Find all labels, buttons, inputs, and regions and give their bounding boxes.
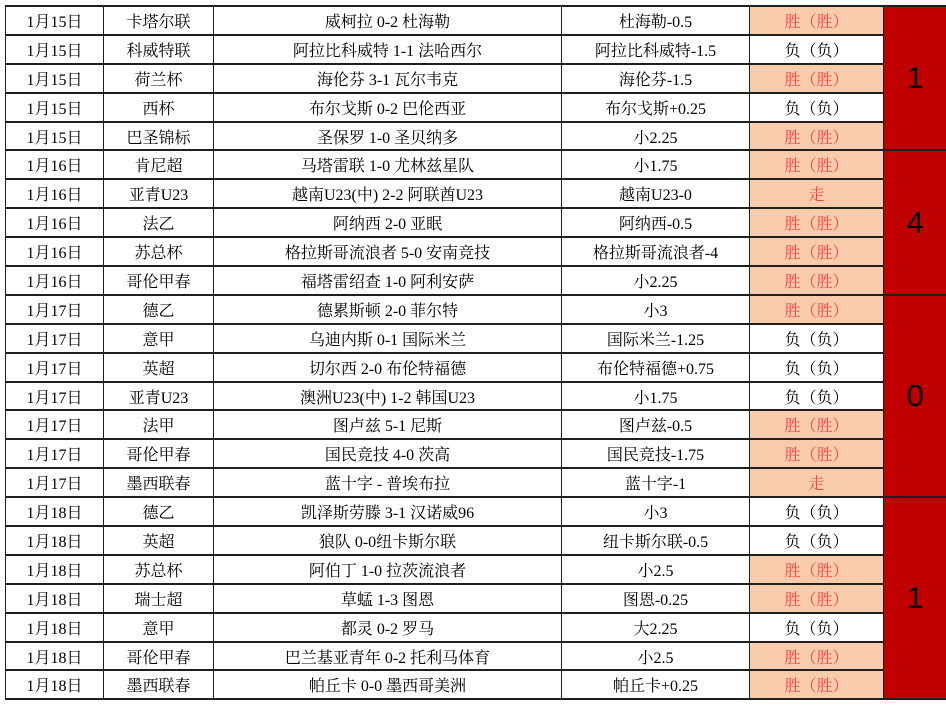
table-row xyxy=(6,295,946,324)
group-total-cell: 1 xyxy=(884,6,946,150)
date-cell: 1月16日 xyxy=(6,237,104,266)
handicap-cell: 阿纳西-0.5 xyxy=(562,208,750,237)
result-cell: 胜（胜） xyxy=(750,439,884,468)
result-cell: 负（负） xyxy=(750,526,884,555)
group-total-cell: 0 xyxy=(884,295,946,497)
league-cell: 哥伦甲春 xyxy=(104,642,214,671)
date-cell: 1月17日 xyxy=(6,382,104,411)
result-cell: 走 xyxy=(750,179,884,208)
group-total-cell: 1 xyxy=(884,497,946,699)
league-cell: 亚青U23 xyxy=(104,179,214,208)
match-cell: 都灵 0-2 罗马 xyxy=(214,613,562,642)
match-cell: 国民竞技 4-0 茨高 xyxy=(214,439,562,468)
date-cell: 1月18日 xyxy=(6,642,104,671)
date-cell: 1月18日 xyxy=(6,613,104,642)
results-table xyxy=(5,5,946,700)
league-cell: 哥伦甲春 xyxy=(104,266,214,295)
table-row xyxy=(6,64,946,93)
result-cell: 负（负） xyxy=(750,353,884,382)
league-cell: 科威特联 xyxy=(104,35,214,64)
result-cell: 胜（胜） xyxy=(750,122,884,151)
match-cell: 阿拉比科威特 1-1 法哈西尔 xyxy=(214,35,562,64)
match-cell: 乌迪内斯 0-1 国际米兰 xyxy=(214,324,562,353)
table-row xyxy=(6,584,946,613)
date-cell: 1月16日 xyxy=(6,266,104,295)
match-cell: 阿纳西 2-0 亚眠 xyxy=(214,208,562,237)
league-cell: 荷兰杯 xyxy=(104,64,214,93)
league-cell: 卡塔尔联 xyxy=(104,6,214,35)
handicap-cell: 国际米兰-1.25 xyxy=(562,324,750,353)
result-cell: 负（负） xyxy=(750,35,884,64)
league-cell: 哥伦甲春 xyxy=(104,439,214,468)
date-cell: 1月18日 xyxy=(6,497,104,526)
date-cell: 1月16日 xyxy=(6,208,104,237)
match-cell: 格拉斯哥流浪者 5-0 安南竞技 xyxy=(214,237,562,266)
group-total-cell: 4 xyxy=(884,150,946,294)
date-cell: 1月18日 xyxy=(6,670,104,699)
table-row xyxy=(6,122,946,151)
table-row xyxy=(6,497,946,526)
league-cell: 巴圣锦标 xyxy=(104,122,214,151)
table-row xyxy=(6,670,946,699)
table-row xyxy=(6,439,946,468)
handicap-cell: 小3 xyxy=(562,295,750,324)
table-row xyxy=(6,324,946,353)
table-row xyxy=(6,382,946,411)
match-cell: 布尔戈斯 0-2 巴伦西亚 xyxy=(214,93,562,122)
league-cell: 墨西联春 xyxy=(104,468,214,497)
handicap-cell: 图卢兹-0.5 xyxy=(562,410,750,439)
handicap-cell: 帕丘卡+0.25 xyxy=(562,670,750,699)
league-cell: 瑞士超 xyxy=(104,584,214,613)
table-row xyxy=(6,410,946,439)
table-row xyxy=(6,93,946,122)
table-row xyxy=(6,642,946,671)
table-row xyxy=(6,613,946,642)
handicap-cell: 格拉斯哥流浪者-4 xyxy=(562,237,750,266)
league-cell: 意甲 xyxy=(104,324,214,353)
date-cell: 1月15日 xyxy=(6,122,104,151)
date-cell: 1月15日 xyxy=(6,35,104,64)
results-table-body xyxy=(6,6,946,699)
handicap-cell: 小2.5 xyxy=(562,642,750,671)
date-cell: 1月18日 xyxy=(6,526,104,555)
date-cell: 1月15日 xyxy=(6,6,104,35)
league-cell: 法甲 xyxy=(104,410,214,439)
date-cell: 1月15日 xyxy=(6,64,104,93)
match-cell: 图卢兹 5-1 尼斯 xyxy=(214,410,562,439)
league-cell: 墨西联春 xyxy=(104,670,214,699)
league-cell: 意甲 xyxy=(104,613,214,642)
date-cell: 1月17日 xyxy=(6,468,104,497)
handicap-cell: 越南U23-0 xyxy=(562,179,750,208)
handicap-cell: 图恩-0.25 xyxy=(562,584,750,613)
date-cell: 1月18日 xyxy=(6,584,104,613)
result-cell: 胜（胜） xyxy=(750,584,884,613)
result-cell: 胜（胜） xyxy=(750,150,884,179)
result-cell: 走 xyxy=(750,468,884,497)
table-row xyxy=(6,179,946,208)
league-cell: 德乙 xyxy=(104,295,214,324)
match-cell: 草蜢 1-3 图恩 xyxy=(214,584,562,613)
league-cell: 英超 xyxy=(104,526,214,555)
table-row xyxy=(6,150,946,179)
result-cell: 负（负） xyxy=(750,382,884,411)
match-cell: 越南U23(中) 2-2 阿联酋U23 xyxy=(214,179,562,208)
table-row xyxy=(6,468,946,497)
league-cell: 苏总杯 xyxy=(104,555,214,584)
match-cell: 圣保罗 1-0 圣贝纳多 xyxy=(214,122,562,151)
match-cell: 帕丘卡 0-0 墨西哥美洲 xyxy=(214,670,562,699)
match-cell: 威柯拉 0-2 杜海勒 xyxy=(214,6,562,35)
date-cell: 1月17日 xyxy=(6,439,104,468)
date-cell: 1月17日 xyxy=(6,353,104,382)
match-cell: 切尔西 2-0 布伦特福德 xyxy=(214,353,562,382)
result-cell: 负（负） xyxy=(750,613,884,642)
league-cell: 苏总杯 xyxy=(104,237,214,266)
table-row xyxy=(6,526,946,555)
result-cell: 胜（胜） xyxy=(750,266,884,295)
league-cell: 西杯 xyxy=(104,93,214,122)
match-cell: 德累斯顿 2-0 菲尔特 xyxy=(214,295,562,324)
table-row xyxy=(6,35,946,64)
match-cell: 福塔雷绍查 1-0 阿利安萨 xyxy=(214,266,562,295)
result-cell: 胜（胜） xyxy=(750,237,884,266)
result-cell: 胜（胜） xyxy=(750,64,884,93)
league-cell: 英超 xyxy=(104,353,214,382)
handicap-cell: 海伦芬-1.5 xyxy=(562,64,750,93)
result-cell: 胜（胜） xyxy=(750,410,884,439)
result-cell: 胜（胜） xyxy=(750,208,884,237)
match-cell: 澳洲U23(中) 1-2 韩国U23 xyxy=(214,382,562,411)
handicap-cell: 布伦特福德+0.75 xyxy=(562,353,750,382)
date-cell: 1月17日 xyxy=(6,295,104,324)
date-cell: 1月15日 xyxy=(6,93,104,122)
date-cell: 1月16日 xyxy=(6,179,104,208)
match-cell: 狼队 0-0纽卡斯尔联 xyxy=(214,526,562,555)
result-cell: 胜（胜） xyxy=(750,642,884,671)
date-cell: 1月17日 xyxy=(6,410,104,439)
result-cell: 胜（胜） xyxy=(750,295,884,324)
result-cell: 胜（胜） xyxy=(750,555,884,584)
match-cell: 海伦芬 3-1 瓦尔韦克 xyxy=(214,64,562,93)
handicap-cell: 小2.5 xyxy=(562,555,750,584)
league-cell: 亚青U23 xyxy=(104,382,214,411)
handicap-cell: 小2.25 xyxy=(562,266,750,295)
handicap-cell: 蓝十字-1 xyxy=(562,468,750,497)
handicap-cell: 布尔戈斯+0.25 xyxy=(562,93,750,122)
date-cell: 1月16日 xyxy=(6,150,104,179)
result-cell: 负（负） xyxy=(750,324,884,353)
table-row xyxy=(6,353,946,382)
handicap-cell: 小2.25 xyxy=(562,122,750,151)
table-row xyxy=(6,208,946,237)
handicap-cell: 小1.75 xyxy=(562,382,750,411)
result-cell: 负（负） xyxy=(750,497,884,526)
table-row xyxy=(6,6,946,35)
date-cell: 1月18日 xyxy=(6,555,104,584)
handicap-cell: 大2.25 xyxy=(562,613,750,642)
match-cell: 凯泽斯劳滕 3-1 汉诺威96 xyxy=(214,497,562,526)
result-cell: 胜（胜） xyxy=(750,670,884,699)
match-cell: 马塔雷联 1-0 尤林兹星队 xyxy=(214,150,562,179)
handicap-cell: 阿拉比科威特-1.5 xyxy=(562,35,750,64)
handicap-cell: 杜海勒-0.5 xyxy=(562,6,750,35)
league-cell: 肯尼超 xyxy=(104,150,214,179)
match-cell: 巴兰基亚青年 0-2 托利马体育 xyxy=(214,642,562,671)
league-cell: 德乙 xyxy=(104,497,214,526)
handicap-cell: 小1.75 xyxy=(562,150,750,179)
table-row xyxy=(6,237,946,266)
handicap-cell: 纽卡斯尔联-0.5 xyxy=(562,526,750,555)
handicap-cell: 国民竞技-1.75 xyxy=(562,439,750,468)
table-row xyxy=(6,266,946,295)
match-cell: 蓝十字 - 普埃布拉 xyxy=(214,468,562,497)
league-cell: 法乙 xyxy=(104,208,214,237)
date-cell: 1月17日 xyxy=(6,324,104,353)
table-row xyxy=(6,555,946,584)
result-cell: 胜（胜） xyxy=(750,6,884,35)
handicap-cell: 小3 xyxy=(562,497,750,526)
result-cell: 负（负） xyxy=(750,93,884,122)
match-cell: 阿伯丁 1-0 拉茨流浪者 xyxy=(214,555,562,584)
